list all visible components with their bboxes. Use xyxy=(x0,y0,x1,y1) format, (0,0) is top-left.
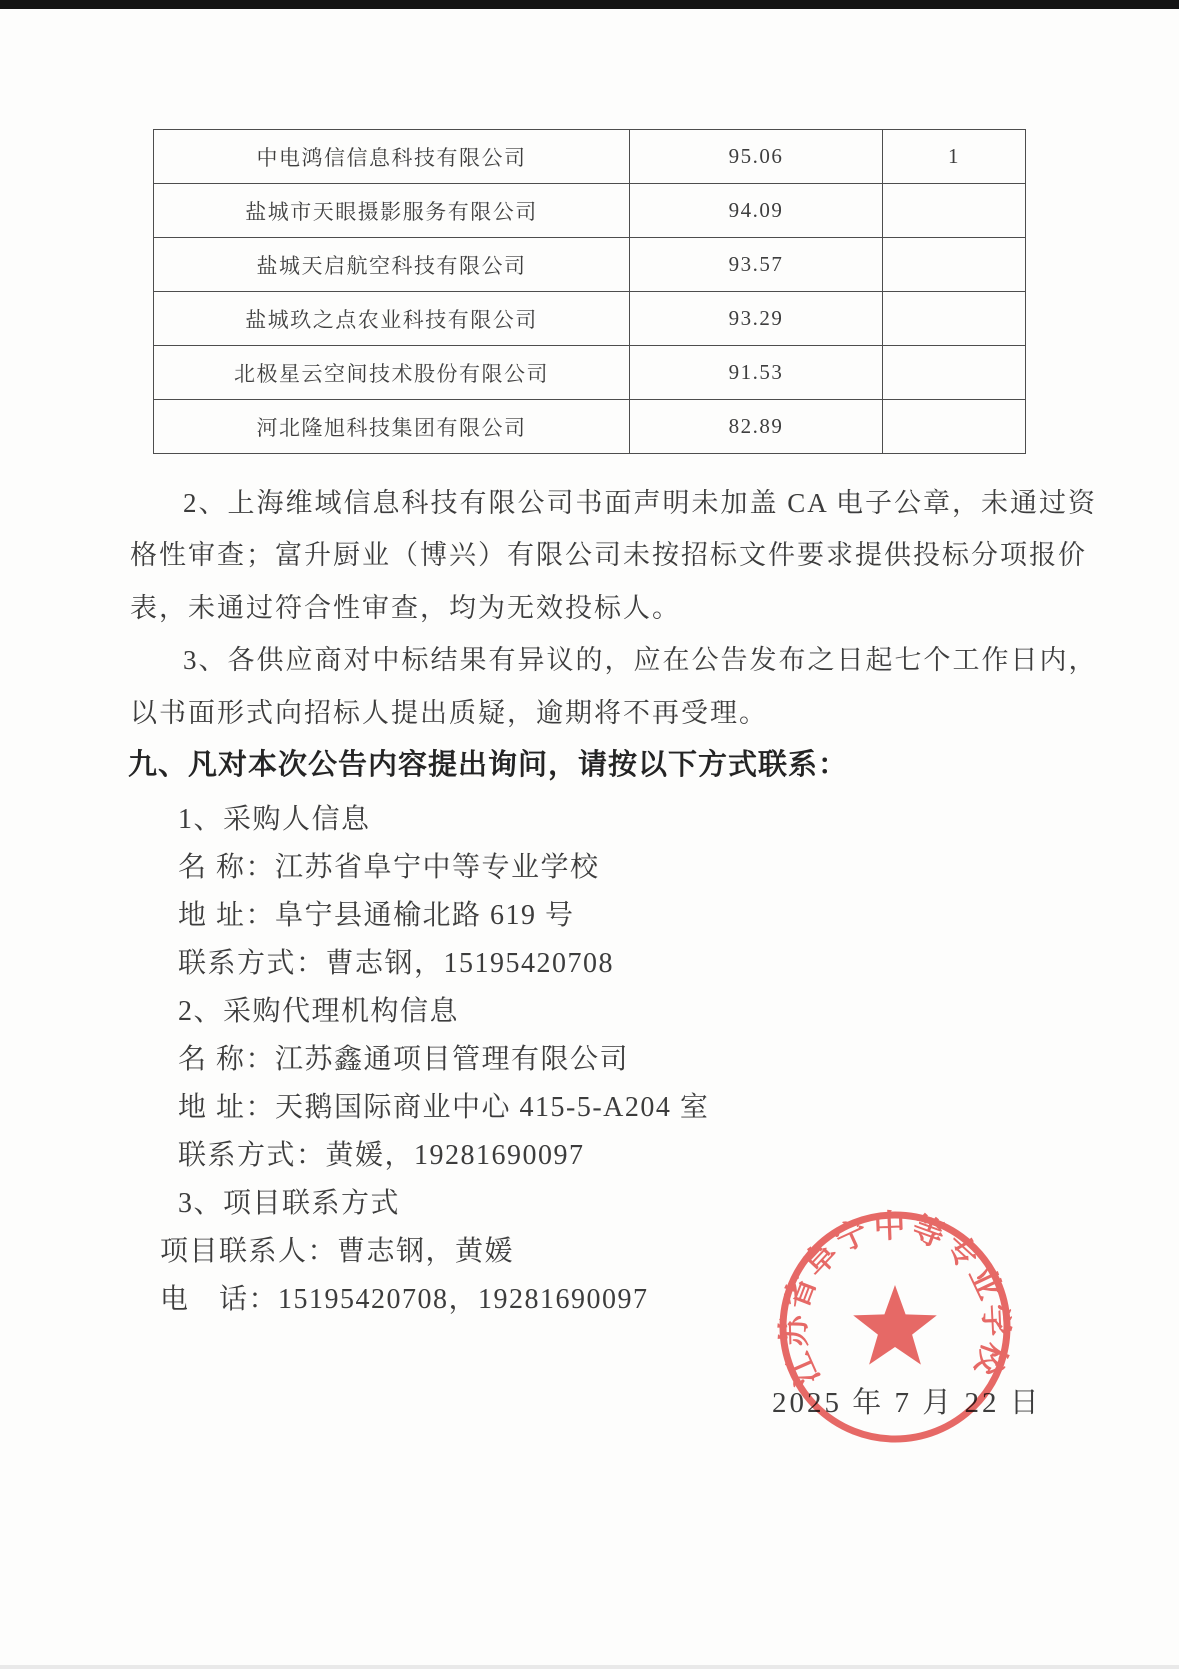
score-cell: 94.09 xyxy=(630,184,883,238)
score-cell: 91.53 xyxy=(630,346,883,400)
contact-line-purchaser-phone: 联系方式：曹志钢，15195420708 xyxy=(178,948,615,979)
contact-line-agency-address: 地 址：天鹅国际商业中心 415-5-A204 室 xyxy=(178,1092,710,1123)
company-cell: 河北隆旭科技集团有限公司 xyxy=(154,400,630,454)
rank-cell xyxy=(883,346,1026,400)
company-cell: 中电鸿信信息科技有限公司 xyxy=(154,130,630,184)
document-date: 2025 年 7 月 22 日 xyxy=(772,1387,1042,1419)
seal-text: 江苏省阜宁中等专业学校 xyxy=(775,1207,1015,1392)
contact-line-agency-name: 名 称：江苏鑫通项目管理有限公司 xyxy=(178,1044,630,1075)
paragraph-line: 表，未通过符合性审查，均为无效投标人。 xyxy=(130,593,681,623)
paragraph-line: 2、上海维域信息科技有限公司书面声明未加盖 CA 电子公章，未通过资 xyxy=(183,488,1098,518)
rank-cell xyxy=(883,292,1026,346)
score-cell: 95.06 xyxy=(630,130,883,184)
contact-line-project-phones: 电 话：15195420708，19281690097 xyxy=(160,1284,649,1315)
company-cell: 盐城市天眼摄影服务有限公司 xyxy=(154,184,630,238)
rank-cell xyxy=(883,184,1026,238)
contact-line-project-title: 3、项目联系方式 xyxy=(178,1188,401,1219)
table-row xyxy=(154,238,1026,292)
score-cell: 93.57 xyxy=(630,238,883,292)
table-row xyxy=(154,292,1026,346)
company-cell: 盐城天启航空科技有限公司 xyxy=(154,238,630,292)
table-row xyxy=(154,346,1026,400)
table-row xyxy=(154,130,1026,184)
rank-cell: 1 xyxy=(883,130,1026,184)
contact-line-agency-title: 2、采购代理机构信息 xyxy=(178,996,460,1027)
seal-star-icon xyxy=(853,1285,937,1365)
score-cell: 93.29 xyxy=(630,292,883,346)
paragraph-line: 以书面形式向招标人提出质疑，逾期将不再受理。 xyxy=(130,698,768,728)
contact-line-project-contacts: 项目联系人：曹志钢，黄媛 xyxy=(160,1236,515,1267)
company-cell: 北极星云空间技术股份有限公司 xyxy=(154,346,630,400)
company-cell: 盐城玖之点农业科技有限公司 xyxy=(154,292,630,346)
paragraph-line: 3、各供应商对中标结果有异议的，应在公告发布之日起七个工作日内， xyxy=(183,645,1098,675)
bid-score-table xyxy=(153,129,1026,454)
rank-cell xyxy=(883,400,1026,454)
scan-bottom-edge xyxy=(0,1665,1179,1669)
contact-line-purchaser-name: 名 称：江苏省阜宁中等专业学校 xyxy=(178,852,600,883)
table-row xyxy=(154,400,1026,454)
contact-line-agency-phone: 联系方式：黄媛，19281690097 xyxy=(178,1140,585,1171)
scan-top-edge xyxy=(0,0,1179,9)
rank-cell xyxy=(883,238,1026,292)
contact-line-purchaser-address: 地 址：阜宁县通榆北路 619 号 xyxy=(178,900,575,931)
section-heading: 九、凡对本次公告内容提出询问，请按以下方式联系： xyxy=(128,749,849,781)
table-row xyxy=(154,184,1026,238)
contact-line-purchaser-title: 1、采购人信息 xyxy=(178,804,371,835)
paragraph-line: 格性审查；富升厨业（博兴）有限公司未按招标文件要求提供投标分项报价 xyxy=(130,540,1087,570)
score-cell: 82.89 xyxy=(630,400,883,454)
